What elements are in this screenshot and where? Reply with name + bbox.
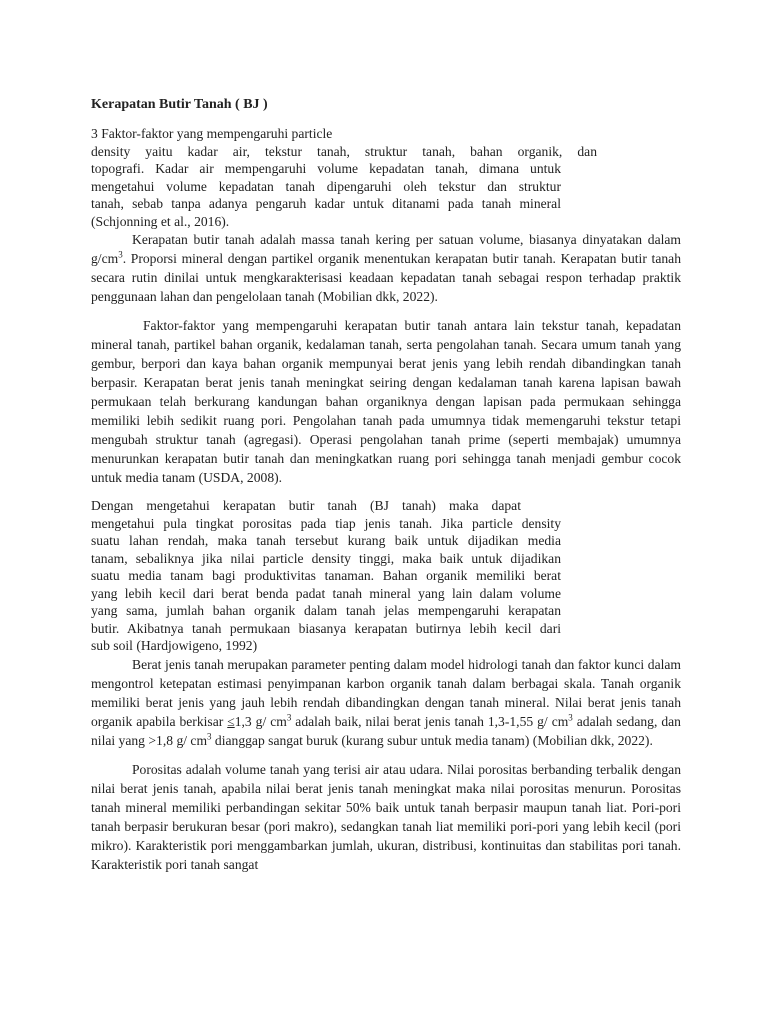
text-line: (Schjonning et al., 2016). [91,213,230,229]
paragraph-block-1 [91,125,597,230]
text-line: sub soil (Hardjowigeno, 1992) [91,638,258,653]
text-line: topografi. Kadar air mempengaruhi volume kepadatan tanah, dimana untuk [91,161,561,176]
text-line: 3 Faktor-faktor yang mempengaruhi particle [91,126,333,141]
document-page [91,96,681,874]
text-line: tanah, sebab tanpa adanya pengaruh kadar untuk ditanami pada tanah mineral [91,196,561,211]
paragraph-block-2 [91,497,561,655]
text-line: butir. Akibatnya tanah permukaan biasanya kerapatan butirnya lebih kecil dari [91,620,561,636]
text-line: mengetahui pula tingkat porositas pada tiap jenis tanah. Jika particle density [91,515,561,531]
text-line: suatu media tanam bagi produktivitas tanaman. Bahan organik memiliki berat [91,568,561,583]
text-line: Dengan mengetahui kerapatan butir tanah (BJ tanah) maka dapat [91,498,521,513]
paragraph-2: Faktor-faktor yang mempengaruhi kerapatan butir tanah antara lain tekstur tanah, kepadatan mineral tanah, partikel bahan organik, kedalaman tanah, serta pengolahan tanah. Secara umum tanah yang gembur, berpori dan kaya bahan organik mempunyai berat jenis yang lebih rendah dibandingkan tanah berpasir. Kerapatan berat jenis tanah meningkat seiring dengan kedalaman tanah karena lapisan bawah permukaan telah berkurang kandungan bahan organiknya dengan lapisan pada permukaan sehingga memiliki lebih sedikit ruang pori. Pengolahan tanah pada umumnya tidak memengaruhi tekstur tetapi mengubah struktur tanah (agregasi). Operasi pengolahan tanah prime (seperti membajak) umumnya menurunkan kerapatan butir tanah dan meningkatkan ruang pori sehingga tanah menjadi gembur cocok untuk media tanam (USDA, 2008). [91,318,681,485]
paragraph-4: Porositas adalah volume tanah yang terisi air atau udara. Nilai porositas berbanding terbalik dengan nilai berat jenis tanah, apabila nilai berat jenis tanah meningkat maka nilai porositas menurun. Porositas tanah mineral memiliki perbandingan sekitar 50% baik untuk tanah berpasir maupun tanah liat. Pori-pori tanah berpasir berukuran besar (pori makro), sedangkan tanah liat memiliki pori-pori yang lebih kecil (pori mikro). Karakteristik pori menggambarkan jumlah, ukuran, distribusi, kontinuitas dan stabilitas pori tanah. Karakteristik pori tanah sangat [91,761,681,872]
text-line: tanam, sebaliknya jika nilai particle density tinggi, maka baik untuk dijadikan [91,550,561,566]
paragraph-3: Berat jenis tanah merupakan parameter penting dalam model hidrologi tanah dan faktor kunci dalam mengontrol ketepatan estimasi penyimpanan karbon organik tanah dalam berbagai skala. Tanah organik memiliki berat jenis yang jauh lebih rendah dibandingkan dengan tanah mineral. Nilai berat jenis tanah organik apabila berkisar ≤1,3 g/ $cm^3$ adalah baik, nilai berat jenis tanah 1,3-1,55 g/ $cm^3$ adalah sedang, dan nilai yang >1,8 g/ $cm^3$ dianggap sangat buruk (kurang subur untuk media tanam) (Mobilian dkk, 2022). [91,656,681,748]
text-line: mengetahui volume kepadatan tanah dipengaruhi oleh tekstur dan struktur [91,178,561,194]
text-line: yang lebih kecil dari berat benda padat tanah mineral yang lain dalam volume [91,585,561,601]
text-line: yang sama, jumlah bahan organik dalam tanah jelas mempengaruhi kerapatan [91,603,561,618]
paragraph-1: Kerapatan butir tanah adalah massa tanah kering per satuan volume, biasanya dinyatakan dalam $g/cm^3$. Proporsi mineral dengan partikel organik menentukan kerapatan butir tanah. Kerapatan butir tanah secara rutin dinilai untuk mengkarakterisasi keadaan kepadatan tanah sebagai respon terhadap praktik penggunaan lahan dan pengelolaan tanah (Mobilian dkk, 2022). [91,232,681,304]
text-line: density yaitu kadar air, tekstur tanah, struktur tanah, bahan organik, dan [91,143,597,159]
section-heading: Kerapatan Butir Tanah ( BJ ) [91,97,268,112]
text-line: suatu lahan rendah, maka tanah tersebut kurang baik untuk dijadikan media [91,533,561,548]
